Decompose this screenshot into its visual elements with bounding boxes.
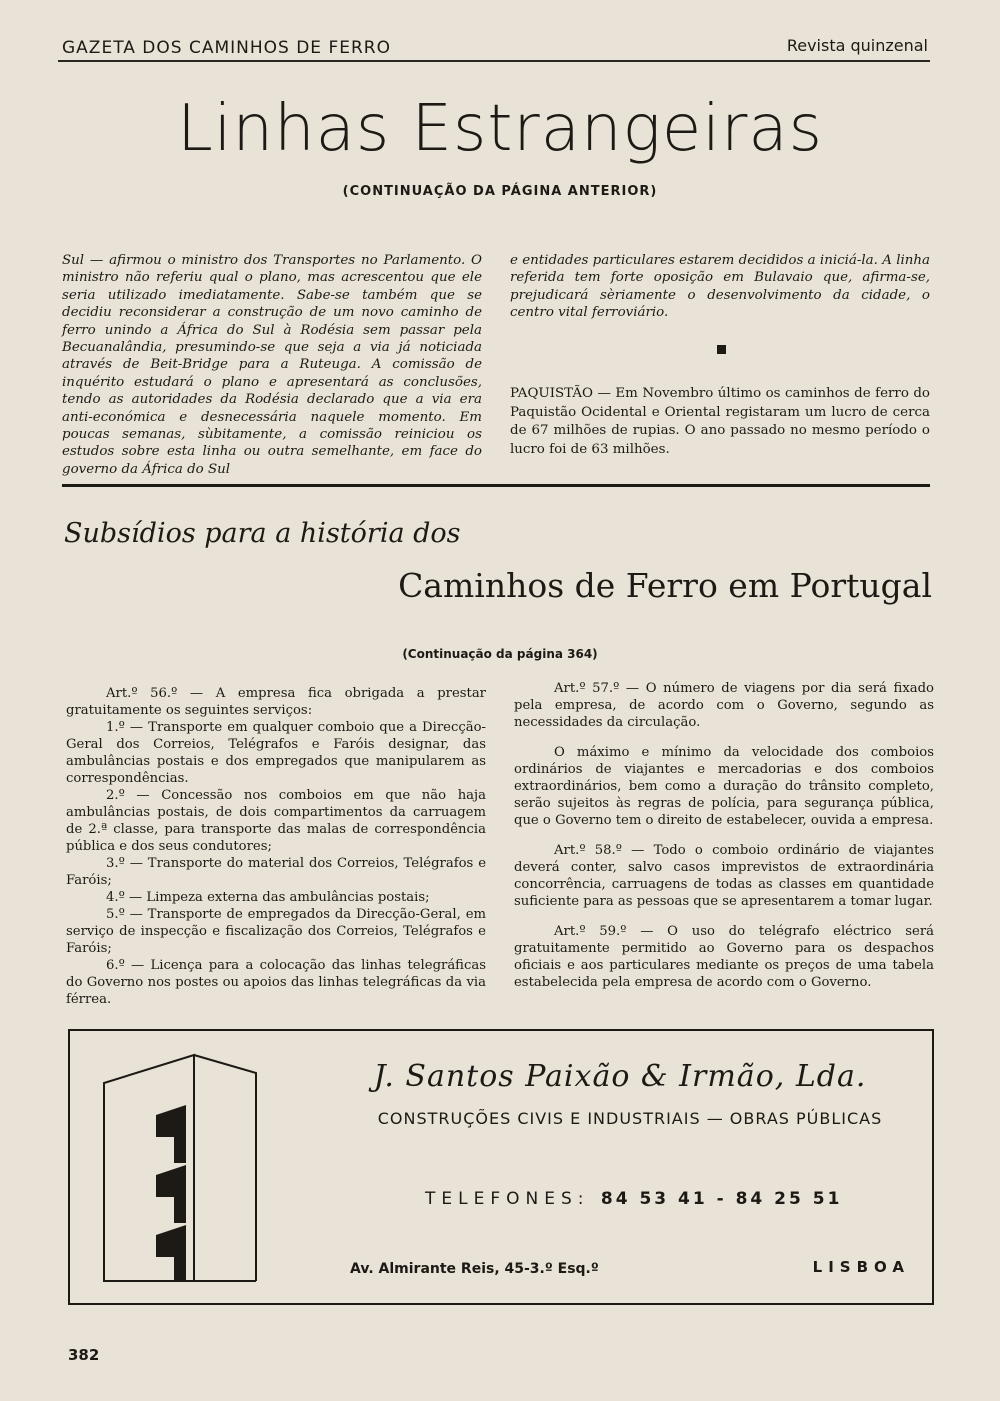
company-city: LISBOA [812,1258,910,1276]
phone-numbers: 84 53 41 - 84 25 51 [600,1189,843,1209]
section-heading-line1: Subsídios para a história dos [64,518,461,549]
section-heading-line2: Caminhos de Ferro em Portugal [398,566,932,605]
header-rule [58,60,930,62]
article-column-right: e entidades particulares estarem decididos a iniciá-la. A linha referida tem forte oposição em Bulavaio que, afirma-se, prejudicará sèriamente o desenvolvimento da cidade, o centro vital ferroviário. [510,253,930,321]
articles-column-left [66,685,486,1008]
article-paragraph: Art.º 57.º — O número de viagens por dia será fixado pela empresa, de acordo com o Governo, segundo as necessidades da circulação. [514,681,934,730]
phone-label: TELEFONES: [425,1189,590,1209]
advertisement-box [68,1029,934,1305]
article-subtitle: (CONTINUAÇÃO DA PÁGINA ANTERIOR) [342,184,658,199]
section-bullet [717,345,726,354]
articles-column-right [514,680,934,991]
journal-title: GAZETA DOS CAMINHOS DE FERRO [62,38,391,58]
phone-line [425,1189,842,1209]
article-paragraph: 5.º — Transporte de empregados da Direcção-Geral, em serviço de inspecção e fiscalização dos Correios, Telégrafos e Faróis; [66,907,486,956]
article-paragraph: 3.º — Transporte do material dos Correios, Telégrafos e Faróis; [66,856,486,888]
journal-subtitle: Revista quinzenal [786,36,928,55]
page-number: 382 [68,1346,100,1364]
building-logo-icon [96,1053,266,1283]
company-activity: CONSTRUÇÕES CIVIS E INDUSTRIAIS — OBRAS PÚBLICAS [377,1109,883,1128]
article-paragraph: 4.º — Limpeza externa das ambulâncias postais; [106,890,430,905]
news-item-paquistao: PAQUISTÃO — Em Novembro último os caminhos de ferro do Paquistão Ocidental e Oriental registaram um lucro de cerca de 67 milhões de rupias. O ano passado no mesmo período o lucro foi de 63 milhões. [510,386,930,457]
article-paragraph: Art.º 59.º — O uso do telégrafo eléctrico será gratuitamente permitido ao Governo para os despachos oficiais e aos particulares mediante os preços de uma tabela estabelecida pela empresa de acordo com o Governo. [514,924,934,990]
section-divider [62,484,930,487]
article-paragraph: 6.º — Licença para a colocação das linhas telegráficas do Governo nos postes ou apoios das linhas telegráficas da via férrea. [66,958,486,1007]
article-title: Linhas Estrangeiras [177,92,823,166]
article-paragraph: 1.º — Transporte em qualquer comboio que a Direcção-Geral dos Correios, Telégrafos e Faróis designar, das ambulâncias postais e dos empregados que manipularem as correspondências. [66,720,486,786]
article-paragraph: O máximo e mínimo da velocidade dos comboios ordinários de viajantes e mercadorias e dos comboios extraordinários, bem como a duração do trânsito completo, serão sujeitos às regras de polícia, para segurança pública, que o Governo tem o direito de estabelecer, ouvida a empresa. [514,745,934,828]
article-paragraph: Art.º 58.º — Todo o comboio ordinário de viajantes deverá conter, salvo casos imprevistos de extraordinária concorrência, carruagens de todas as classes em quantidade suficiente para as pessoas que se apresentarem a tomar lugar. [514,843,934,909]
company-name: J. Santos Paixão & Irmão, Lda. [373,1059,867,1094]
article-column-left: Sul — afirmou o ministro dos Transportes no Parlamento. O ministro não referiu qual o plano, mas acrescentou que ele seria utilizado imediatamente. Sabe-se também que se decidiu reconsiderar a construção de um novo caminho de ferro unindo a África do Sul à Rodésia sem passar pela Becuanalândia, presumindo-se que seja a via já noticiada através de Beit-Bridge para a Ruteuga. A comissão de inquérito estudará o plano e apresentará as conclusões, tendo as autoridades da Rodésia declarado que a via era anti-económica e desnecessária naquele momento. Em poucas semanas, sùbitamente, a comissão reiniciou os estudos sobre esta linha ou outra semelhante, em face do governo da África do Sul [62,253,482,477]
article-paragraph: 2.º — Concessão nos comboios em que não haja ambulâncias postais, de dois compartimentos da carruagem de 2.ª classe, para transporte das malas de correspondência pública e dos seus condutores; [66,788,486,854]
company-address: Av. Almirante Reis, 45-3.º Esq.º [350,1261,599,1277]
article-paragraph: Art.º 56.º — A empresa fica obrigada a prestar gratuitamente os seguintes serviços: [66,686,486,718]
continuation-note: (Continuação da página 364) [402,647,598,661]
